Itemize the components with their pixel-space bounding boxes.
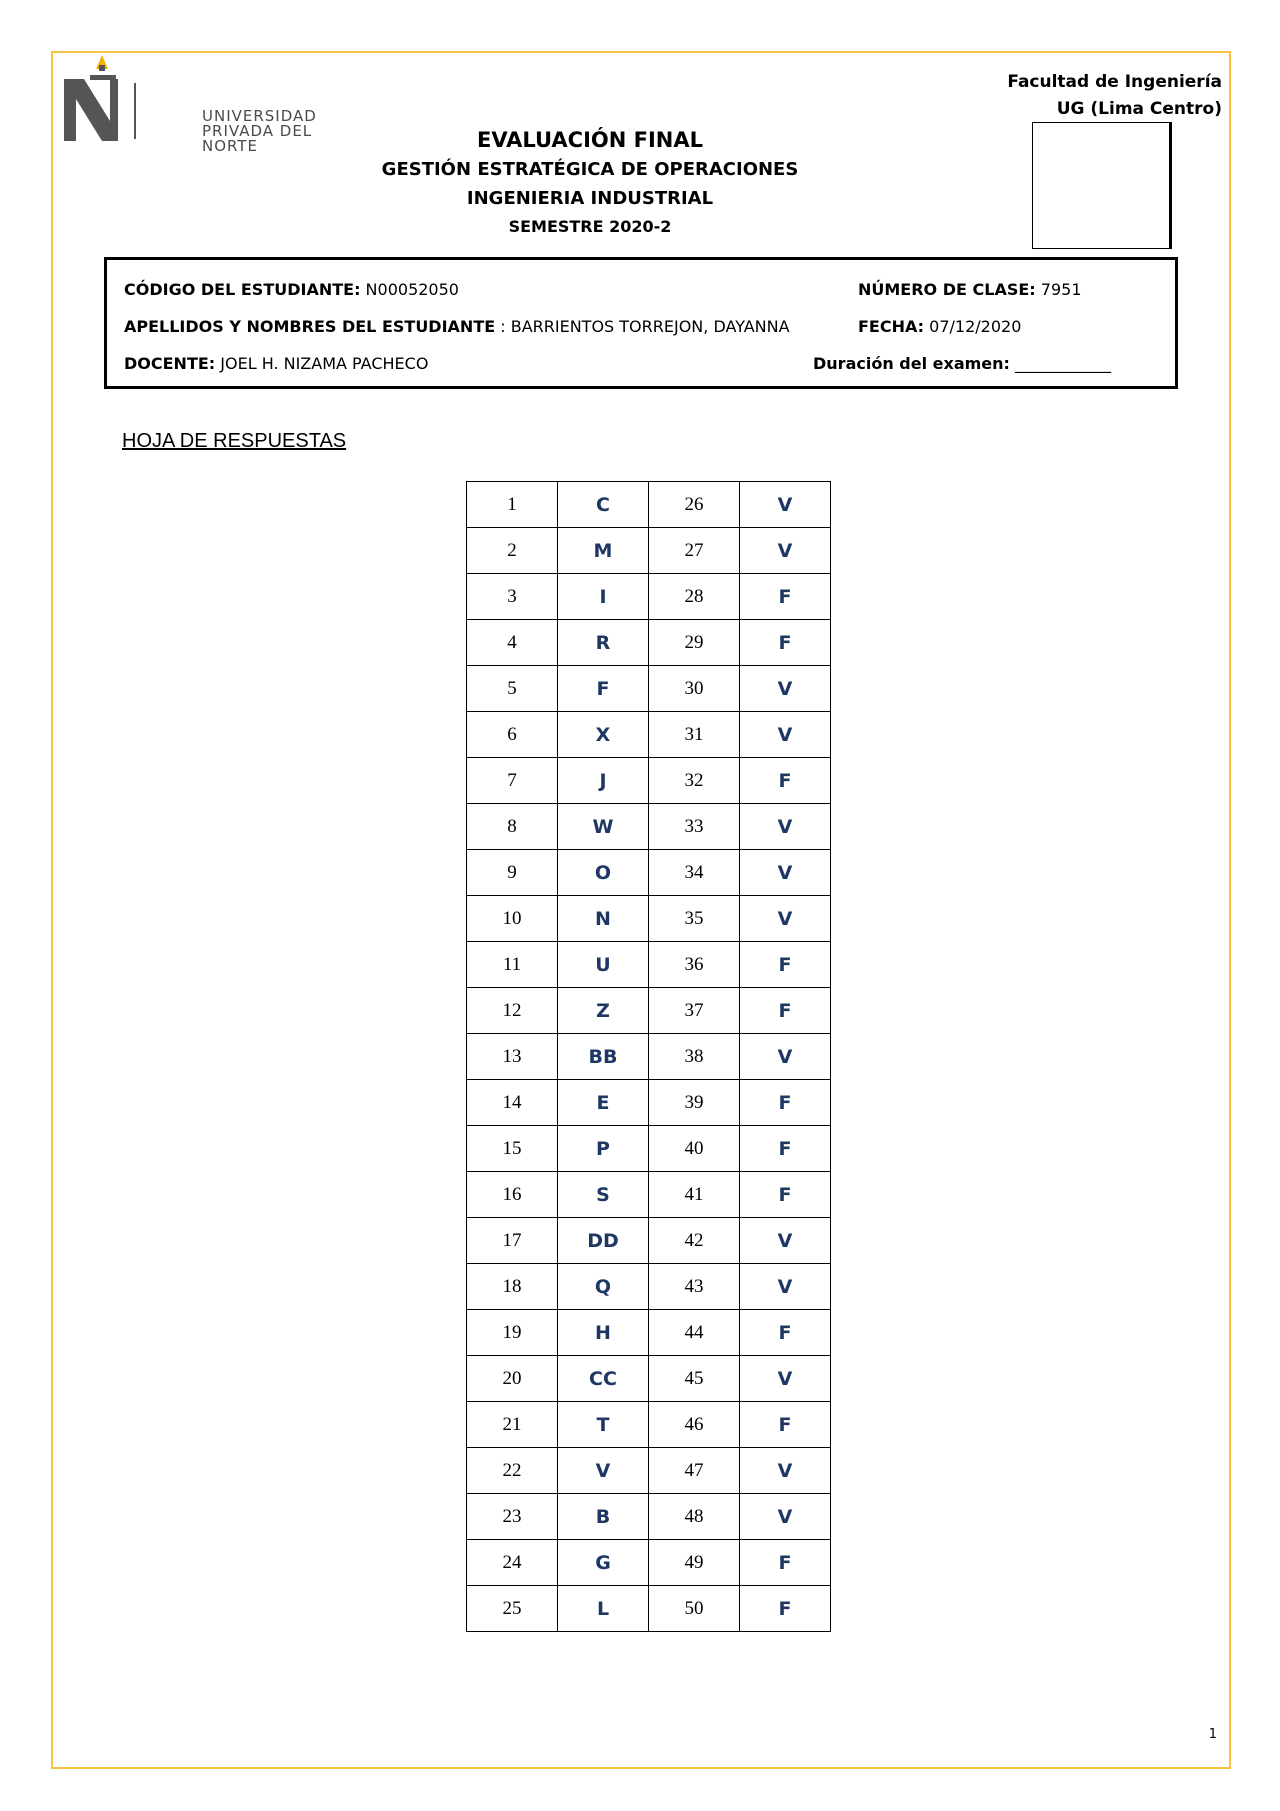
date-value: 07/12/2020 — [924, 317, 1022, 336]
table-row — [467, 666, 831, 712]
question-number: 29 — [649, 620, 740, 666]
table-row — [467, 1494, 831, 1540]
logo-line-2: PRIVADA DEL NORTE — [202, 122, 313, 155]
table-row — [467, 712, 831, 758]
question-number: 36 — [649, 942, 740, 988]
teacher-row — [124, 354, 428, 373]
answer-cell: F — [740, 1080, 831, 1126]
answer-cell: H — [558, 1310, 649, 1356]
question-number: 10 — [467, 896, 558, 942]
date-label: FECHA: — [858, 317, 925, 336]
question-number: 48 — [649, 1494, 740, 1540]
answer-cell: E — [558, 1080, 649, 1126]
answer-cell: B — [558, 1494, 649, 1540]
table-row — [467, 1264, 831, 1310]
answer-cell: V — [740, 1356, 831, 1402]
duration-value: ____________ — [1009, 354, 1112, 373]
duration-label: Duración del examen: — [813, 354, 1010, 373]
answer-cell: V — [558, 1448, 649, 1494]
answer-cell: P — [558, 1126, 649, 1172]
answer-cell: V — [740, 482, 831, 528]
table-row — [467, 758, 831, 804]
question-number: 6 — [467, 712, 558, 758]
question-number: 38 — [649, 1034, 740, 1080]
question-number: 8 — [467, 804, 558, 850]
answer-cell: V — [740, 850, 831, 896]
answer-cell: N — [558, 896, 649, 942]
answer-cell: O — [558, 850, 649, 896]
semester-title: SEMESTRE 2020-2 — [508, 217, 672, 236]
course-title: GESTIÓN ESTRATÉGICA DE OPERACIONES — [381, 159, 799, 180]
table-row — [467, 1034, 831, 1080]
question-number: 43 — [649, 1264, 740, 1310]
question-number: 25 — [467, 1586, 558, 1632]
logo-line-1: UNIVERSIDAD — [202, 107, 317, 125]
answer-cell: V — [740, 1218, 831, 1264]
answer-cell: G — [558, 1540, 649, 1586]
table-row — [467, 1540, 831, 1586]
student-name-value: : BARRIENTOS TORREJON, DAYANNA — [495, 317, 790, 336]
table-row — [467, 1218, 831, 1264]
table-row — [467, 804, 831, 850]
answer-sheet-title: HOJA DE RESPUESTAS — [122, 430, 347, 452]
table-row — [467, 1448, 831, 1494]
question-number: 31 — [649, 712, 740, 758]
faculty-name: Facultad de Ingeniería — [1007, 72, 1222, 92]
answer-cell: F — [740, 1310, 831, 1356]
question-number: 22 — [467, 1448, 558, 1494]
question-number: 16 — [467, 1172, 558, 1218]
teacher-label: DOCENTE: — [124, 354, 216, 373]
question-number: 35 — [649, 896, 740, 942]
table-row — [467, 1356, 831, 1402]
student-info-box — [104, 257, 1178, 389]
answer-cell: F — [740, 942, 831, 988]
table-row — [467, 1402, 831, 1448]
question-number: 33 — [649, 804, 740, 850]
answer-cell: V — [740, 712, 831, 758]
question-number: 41 — [649, 1172, 740, 1218]
faculty-campus: UG (Lima Centro) — [1056, 99, 1222, 119]
question-number: 23 — [467, 1494, 558, 1540]
question-number: 13 — [467, 1034, 558, 1080]
question-number: 14 — [467, 1080, 558, 1126]
question-number: 1 — [467, 482, 558, 528]
question-number: 7 — [467, 758, 558, 804]
question-number: 3 — [467, 574, 558, 620]
answer-cell: I — [558, 574, 649, 620]
answer-cell: V — [740, 1494, 831, 1540]
answer-cell: C — [558, 482, 649, 528]
logo-divider — [134, 83, 136, 139]
question-number: 18 — [467, 1264, 558, 1310]
faculty-block — [1007, 69, 1222, 123]
table-row — [467, 528, 831, 574]
answer-cell: R — [558, 620, 649, 666]
answer-cell: U — [558, 942, 649, 988]
answer-cell: F — [740, 1540, 831, 1586]
table-row — [467, 988, 831, 1034]
question-number: 26 — [649, 482, 740, 528]
answer-cell: M — [558, 528, 649, 574]
table-row — [467, 620, 831, 666]
answer-cell: V — [740, 528, 831, 574]
answer-cell: DD — [558, 1218, 649, 1264]
answer-cell: X — [558, 712, 649, 758]
table-row — [467, 1310, 831, 1356]
answer-cell: F — [740, 1172, 831, 1218]
question-number: 21 — [467, 1402, 558, 1448]
answer-cell: F — [740, 988, 831, 1034]
question-number: 42 — [649, 1218, 740, 1264]
question-number: 40 — [649, 1126, 740, 1172]
answer-cell: BB — [558, 1034, 649, 1080]
photo-box — [1032, 122, 1172, 249]
answers-table — [466, 481, 831, 1632]
answer-cell: V — [740, 804, 831, 850]
question-number: 20 — [467, 1356, 558, 1402]
table-row — [467, 1126, 831, 1172]
question-number: 27 — [649, 528, 740, 574]
table-row — [467, 574, 831, 620]
answer-cell: CC — [558, 1356, 649, 1402]
answer-cell: W — [558, 804, 649, 850]
question-number: 12 — [467, 988, 558, 1034]
table-row — [467, 942, 831, 988]
question-number: 2 — [467, 528, 558, 574]
answer-cell: J — [558, 758, 649, 804]
question-number: 19 — [467, 1310, 558, 1356]
table-row — [467, 850, 831, 896]
question-number: 34 — [649, 850, 740, 896]
answer-cell: Z — [558, 988, 649, 1034]
question-number: 30 — [649, 666, 740, 712]
question-number: 37 — [649, 988, 740, 1034]
answer-cell: F — [740, 1586, 831, 1632]
question-number: 47 — [649, 1448, 740, 1494]
answer-cell: F — [740, 574, 831, 620]
table-row — [467, 1586, 831, 1632]
student-code-label: CÓDIGO DEL ESTUDIANTE: — [124, 280, 361, 299]
answer-cell: T — [558, 1402, 649, 1448]
table-row — [467, 1080, 831, 1126]
teacher-value: JOEL H. NIZAMA PACHECO — [215, 354, 429, 373]
answer-cell: V — [740, 1264, 831, 1310]
question-number: 39 — [649, 1080, 740, 1126]
question-number: 49 — [649, 1540, 740, 1586]
answer-cell: Q — [558, 1264, 649, 1310]
question-number: 28 — [649, 574, 740, 620]
question-number: 11 — [467, 942, 558, 988]
table-row — [467, 1172, 831, 1218]
question-number: 4 — [467, 620, 558, 666]
answer-cell: F — [558, 666, 649, 712]
class-number-row — [858, 280, 1082, 299]
question-number: 45 — [649, 1356, 740, 1402]
page-number: 1 — [1208, 1727, 1217, 1742]
answer-cell: F — [740, 758, 831, 804]
answer-cell: V — [740, 666, 831, 712]
exam-title: EVALUACIÓN FINAL — [476, 128, 704, 152]
class-number-label: NÚMERO DE CLASE: — [858, 280, 1036, 299]
answer-cell: V — [740, 896, 831, 942]
answer-cell: S — [558, 1172, 649, 1218]
answer-cell: F — [740, 1402, 831, 1448]
logo-mark-icon — [62, 55, 142, 145]
student-code-row — [124, 280, 459, 299]
career-title: INGENIERIA INDUSTRIAL — [466, 188, 714, 209]
class-number-value: 7951 — [1035, 280, 1082, 299]
question-number: 15 — [467, 1126, 558, 1172]
date-row — [858, 317, 1021, 336]
question-number: 32 — [649, 758, 740, 804]
question-number: 50 — [649, 1586, 740, 1632]
question-number: 5 — [467, 666, 558, 712]
answer-cell: L — [558, 1586, 649, 1632]
exam-titles — [300, 125, 880, 241]
answer-cell: V — [740, 1448, 831, 1494]
student-name-row — [124, 317, 790, 336]
question-number: 17 — [467, 1218, 558, 1264]
table-row — [467, 896, 831, 942]
answer-cell: F — [740, 1126, 831, 1172]
student-code-value: N00052050 — [360, 280, 459, 299]
question-number: 44 — [649, 1310, 740, 1356]
question-number: 9 — [467, 850, 558, 896]
table-row — [467, 482, 831, 528]
answer-cell: F — [740, 620, 831, 666]
student-name-label: APELLIDOS Y NOMBRES DEL ESTUDIANTE — [124, 317, 496, 336]
question-number: 46 — [649, 1402, 740, 1448]
answer-cell: V — [740, 1034, 831, 1080]
duration-row — [813, 354, 1111, 373]
question-number: 24 — [467, 1540, 558, 1586]
